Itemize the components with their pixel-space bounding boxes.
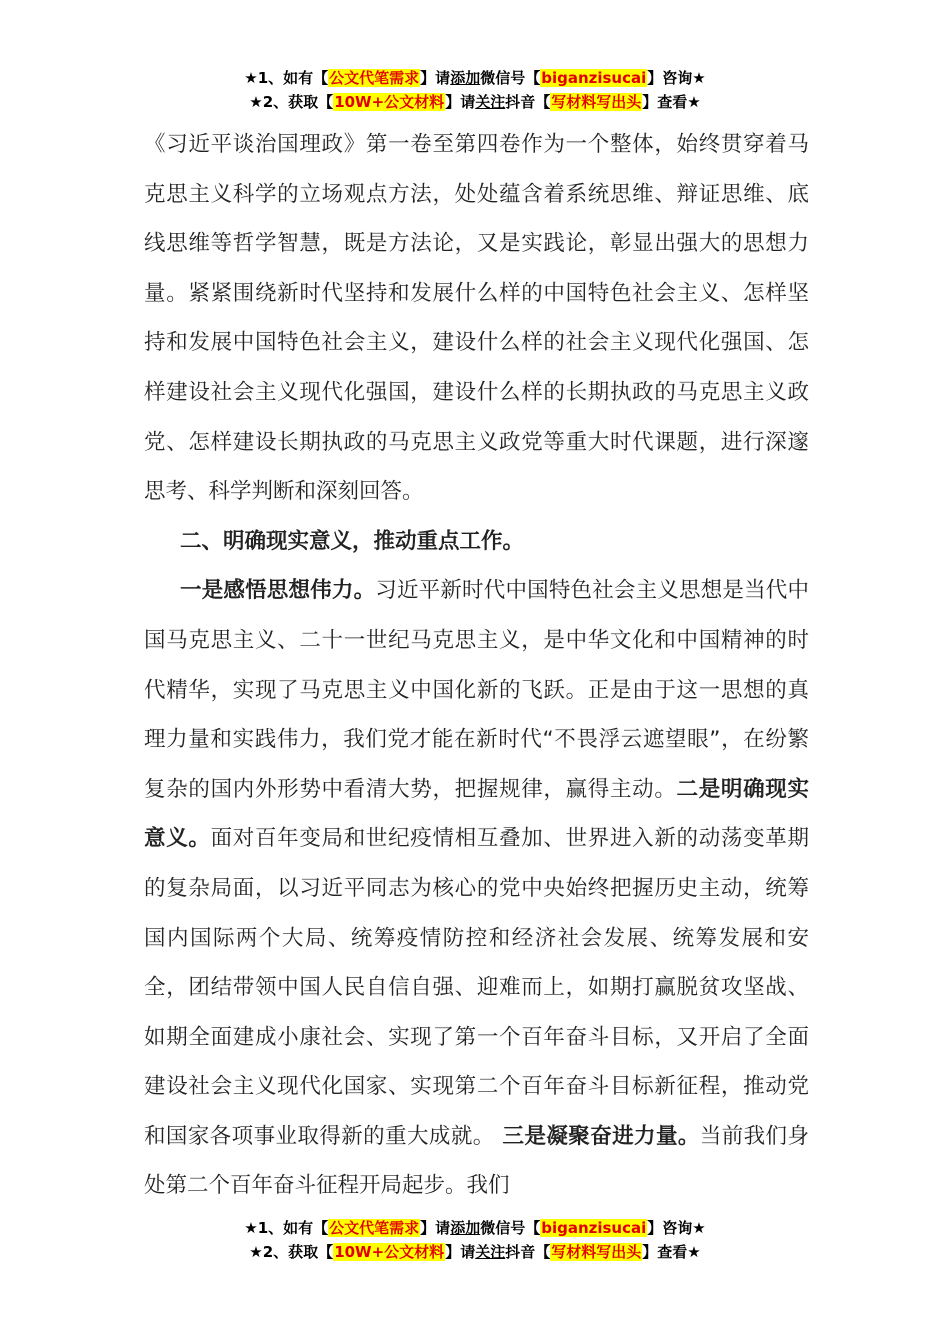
promo-line-1-mid2: 微信号【 (480, 69, 541, 87)
promo-highlight-service: 公文代笔需求 (329, 69, 420, 87)
paragraph-key-work (144, 566, 809, 1211)
promo-line-1 (0, 66, 950, 90)
promo-line-2-bottom (0, 1240, 950, 1264)
bottom-promo-banner (0, 1216, 950, 1264)
promo-line-1-mid1-bottom: 】请 (420, 1219, 451, 1237)
document-body (144, 120, 809, 1211)
point-3-text: 当前我们身处第二个百年奋斗征程开局起步。我们 (144, 1123, 809, 1199)
promo-underline-add-bottom: 添加 (450, 1219, 481, 1237)
promo-line-2-prefix: ★2、获取【 (249, 93, 334, 111)
point-1-text: 习近平新时代中国特色社会主义思想是当代中国马克思主义、二十一世纪马克思主义，是中华文化和中国精神的时代精华，实现了马克思主义中国化新的飞跃。正是由于这一思想的真理力量和实践伟力，我们党才能在新时代“不畏浮云遮望眼”，在纷繁复杂的国内外形势中看清大势，把握规律，赢得主动。 (144, 578, 809, 802)
point-2-text: 面对百年变局和世纪疫情相互叠加、世界进入新的动荡变革期的复杂局面，以习近平同志为核心的党中央始终把握历史主动，统筹国内国际两个大局、统筹疫情防控和经济社会发展、统筹发展和安全，团结带领中国人民自信自强、迎难而上，如期打赢脱贫攻坚战、如期全面建成小康社会、实现了第一个百年奋斗目标，又开启了全面建设社会主义现代化国家、实现第二个百年奋斗目标新征程，推动党和国家各项事业取得新的重大成就。 (144, 826, 809, 1149)
promo-line-2 (0, 90, 950, 114)
promo-underline-add: 添加 (450, 69, 481, 87)
promo-line-1-suffix-bottom: 】咨询★ (647, 1219, 706, 1237)
point-1-title: 一是感悟思想伟力。 (180, 578, 376, 604)
promo-line-2-prefix-bottom: ★2、获取【 (249, 1243, 334, 1261)
promo-highlight-materials: 10W+公文材料 (334, 93, 445, 111)
promo-highlight-wechat-id: biganzisucai (541, 69, 647, 87)
point-2-title: 二是明确现实意义。 (144, 776, 809, 852)
promo-underline-follow: 关注 (475, 93, 506, 111)
promo-highlight-douyin-account-bottom: 写材料写出头 (551, 1243, 642, 1261)
point-3-title: 三是凝聚奋进力量。 (494, 1123, 700, 1149)
promo-line-2-mid2: 抖音【 (505, 93, 551, 111)
promo-line-2-mid2-bottom: 抖音【 (505, 1243, 551, 1261)
promo-line-2-mid1-bottom: 】请 (445, 1243, 476, 1261)
promo-highlight-douyin-account: 写材料写出头 (551, 93, 642, 111)
promo-line-1-prefix-bottom: ★1、如有【 (244, 1219, 329, 1237)
promo-line-1-mid2-bottom: 微信号【 (480, 1219, 541, 1237)
section-heading-2: 二、明确现实意义，推动重点工作。 (180, 528, 525, 554)
promo-line-2-mid1: 】请 (445, 93, 476, 111)
promo-highlight-wechat-id-bottom: biganzisucai (541, 1219, 647, 1237)
promo-line-2-suffix-bottom: 】查看★ (642, 1243, 701, 1261)
top-promo-banner (0, 66, 950, 114)
promo-highlight-materials-bottom: 10W+公文材料 (334, 1243, 445, 1261)
paragraph-intro: 《习近平谈治国理政》第一卷至第四卷作为一个整体，始终贯穿着马克思主义科学的立场观点方法，处处蕴含着系统思维、辩证思维、底线思维等哲学智慧，既是方法论，又是实践论，彰显出强大的思想力量。紧紧围绕新时代坚持和发展什么样的中国特色社会主义、怎样坚持和发展中国特色社会主义，建设什么样的社会主义现代化强国、怎样建设社会主义现代化强国，建设什么样的长期执政的马克思主义政党、怎样建设长期执政的马克思主义政党等重大时代课题，进行深邃思考、科学判断和深刻回答。 (144, 132, 809, 505)
promo-underline-follow-bottom: 关注 (475, 1243, 506, 1261)
promo-line-1-mid1: 】请 (420, 69, 451, 87)
promo-line-1-prefix: ★1、如有【 (244, 69, 329, 87)
promo-line-1-suffix: 】咨询★ (647, 69, 706, 87)
promo-line-2-suffix: 】查看★ (642, 93, 701, 111)
promo-highlight-service-bottom: 公文代笔需求 (329, 1219, 420, 1237)
promo-line-1-bottom (0, 1216, 950, 1240)
